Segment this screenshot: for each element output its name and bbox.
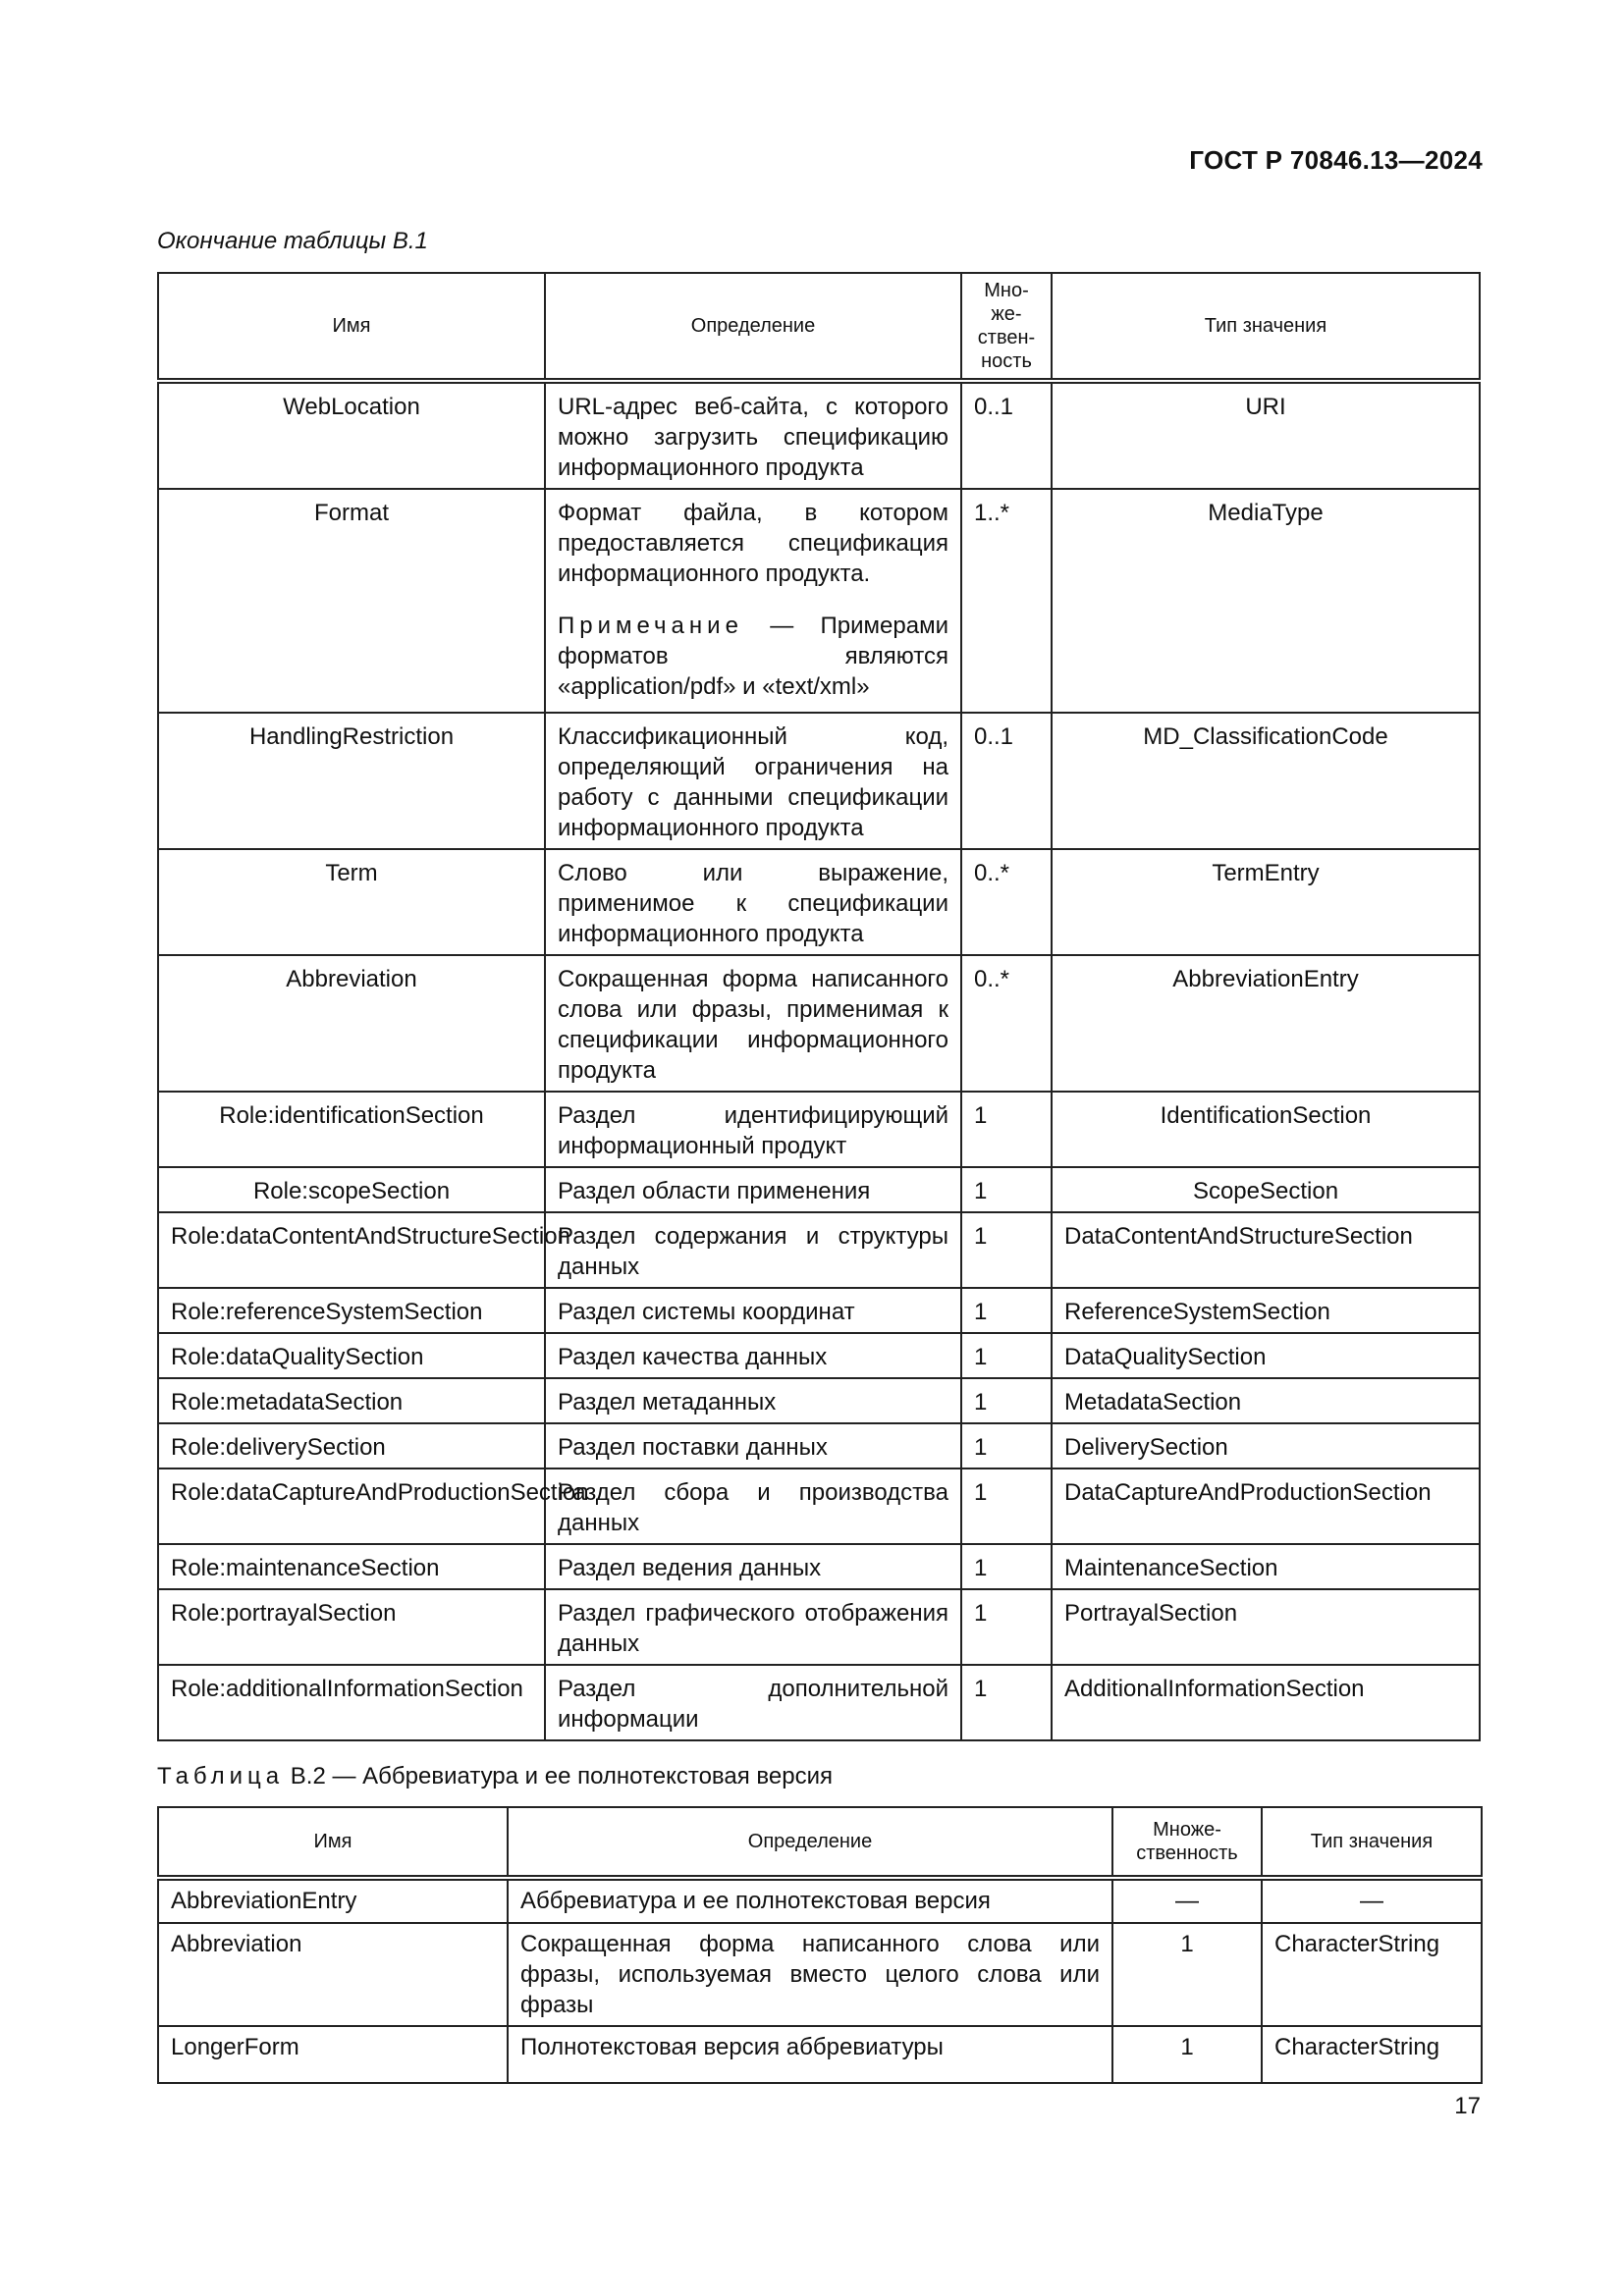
cell-multiplicity: 1: [961, 1378, 1052, 1423]
cell-multiplicity: 1: [961, 1665, 1052, 1740]
cell-name: Role:dataCaptureAndProductionSection: [158, 1468, 545, 1544]
cell-definition: Аббревиатура и ее полнотекстовая версия: [508, 1878, 1112, 1923]
cell-type: MetadataSection: [1052, 1378, 1480, 1423]
table2-header-name: Имя: [158, 1807, 508, 1878]
cell-name: Role:maintenanceSection: [158, 1544, 545, 1589]
cell-name: Role:metadataSection: [158, 1378, 545, 1423]
cell-definition: Полнотекстовая версия аббревиатуры: [508, 2026, 1112, 2083]
table1-header-multiplicity: [961, 273, 1052, 381]
note-text: — Примерами форматов являются «application/pdf» и «text/xml»: [558, 613, 948, 700]
cell-definition: Раздел содержания и структуры данных: [545, 1212, 961, 1288]
table-row: [158, 1923, 1482, 2026]
table1-header-definition: Определение: [545, 273, 961, 381]
cell-type: MD_ClassificationCode: [1052, 713, 1480, 849]
cell-multiplicity: 1: [961, 1288, 1052, 1333]
cell-type: DataContentAndStructureSection: [1052, 1212, 1480, 1288]
table2-header-multiplicity: [1112, 1807, 1262, 1878]
table2-caption-title: В.2 — Аббревиатура и ее полнотекстовая версия: [290, 1763, 833, 1789]
cell-definition: Раздел системы координат: [545, 1288, 961, 1333]
header-mult-line: Множе-: [1153, 1819, 1221, 1841]
cell-multiplicity: 1: [961, 1468, 1052, 1544]
cell-name: Abbreviation: [158, 1923, 508, 2026]
cell-definition: [545, 489, 961, 713]
cell-name: HandlingRestriction: [158, 713, 545, 849]
table-row: [158, 1092, 1480, 1167]
cell-name: Role:deliverySection: [158, 1423, 545, 1468]
cell-name: Role:scopeSection: [158, 1167, 545, 1212]
cell-type: DataQualitySection: [1052, 1333, 1480, 1378]
cell-type: AdditionalInformationSection: [1052, 1665, 1480, 1740]
cell-name: AbbreviationEntry: [158, 1878, 508, 1923]
cell-name: Role:dataQualitySection: [158, 1333, 545, 1378]
cell-multiplicity: 1: [1112, 1923, 1262, 2026]
cell-definition: Раздел графического отображения данных: [545, 1589, 961, 1665]
cell-definition: Раздел ведения данных: [545, 1544, 961, 1589]
cell-type: ScopeSection: [1052, 1167, 1480, 1212]
cell-name: Format: [158, 489, 545, 713]
cell-definition: Сокращенная форма написанного слова или фразы, используемая вместо целого слова или фразы: [508, 1923, 1112, 2026]
table-row: [158, 1288, 1480, 1333]
table-row: [158, 1589, 1480, 1665]
table2-header-definition: Определение: [508, 1807, 1112, 1878]
table-row: [158, 1878, 1482, 1923]
cell-name: WebLocation: [158, 381, 545, 489]
cell-type: TermEntry: [1052, 849, 1480, 955]
table1-caption: Окончание таблицы В.1: [157, 228, 428, 254]
page-number: 17: [1454, 2093, 1481, 2119]
cell-multiplicity: 0..*: [961, 849, 1052, 955]
cell-definition: URL-адрес веб-сайта, с которого можно загрузить спецификацию информационного продукта: [545, 381, 961, 489]
cell-name: Role:portrayalSection: [158, 1589, 545, 1665]
table1-header-type: Тип значения: [1052, 273, 1480, 381]
cell-name: Role:identificationSection: [158, 1092, 545, 1167]
cell-multiplicity: 1: [961, 1544, 1052, 1589]
cell-name: Term: [158, 849, 545, 955]
cell-definition: Слово или выражение, применимое к спецификации информационного продукта: [545, 849, 961, 955]
cell-definition: Раздел области применения: [545, 1167, 961, 1212]
table-row: [158, 1468, 1480, 1544]
cell-multiplicity: 1: [961, 1167, 1052, 1212]
table-row: [158, 1333, 1480, 1378]
cell-type: MaintenanceSection: [1052, 1544, 1480, 1589]
header-mult-line: Мно-: [984, 280, 1029, 301]
header-mult-line: ствен-: [977, 327, 1036, 348]
table-row: [158, 489, 1480, 713]
cell-name: Role:additionalInformationSection: [158, 1665, 545, 1740]
table-row: [158, 955, 1480, 1092]
table2-caption-label: Таблица: [157, 1763, 285, 1789]
cell-multiplicity: 1: [961, 1092, 1052, 1167]
cell-type: DeliverySection: [1052, 1423, 1480, 1468]
definition-text: Формат файла, в котором предоставляется спецификация информационного продукта.: [558, 500, 948, 587]
table-row: [158, 1544, 1480, 1589]
table-row: [158, 713, 1480, 849]
table-row: [158, 381, 1480, 489]
cell-multiplicity: 1: [961, 1589, 1052, 1665]
header-mult-line: ность: [981, 350, 1032, 372]
table2-header-type: Тип значения: [1262, 1807, 1482, 1878]
table-row: [158, 2026, 1482, 2083]
cell-type: PortrayalSection: [1052, 1589, 1480, 1665]
cell-type: CharacterString: [1262, 2026, 1482, 2083]
table1-header-row: [158, 273, 1480, 381]
cell-type: IdentificationSection: [1052, 1092, 1480, 1167]
cell-multiplicity: 1..*: [961, 489, 1052, 713]
table2-header-row: [158, 1807, 1482, 1878]
cell-definition: Раздел метаданных: [545, 1378, 961, 1423]
cell-type: —: [1262, 1878, 1482, 1923]
cell-multiplicity: 1: [1112, 2026, 1262, 2083]
cell-name: Role:dataContentAndStructureSection: [158, 1212, 545, 1288]
document-code: ГОСТ Р 70846.13—2024: [1189, 145, 1483, 175]
cell-type: AbbreviationEntry: [1052, 955, 1480, 1092]
cell-definition: Раздел поставки данных: [545, 1423, 961, 1468]
table-row: [158, 849, 1480, 955]
cell-name: Role:referenceSystemSection: [158, 1288, 545, 1333]
cell-name: LongerForm: [158, 2026, 508, 2083]
cell-multiplicity: 0..*: [961, 955, 1052, 1092]
cell-type: URI: [1052, 381, 1480, 489]
table2-caption: [157, 1763, 833, 1790]
cell-multiplicity: 0..1: [961, 713, 1052, 849]
table-b2: [157, 1806, 1483, 2084]
cell-multiplicity: —: [1112, 1878, 1262, 1923]
cell-definition: Сокращенная форма написанного слова или фразы, применимая к спецификации информационного продукта: [545, 955, 961, 1092]
header-mult-line: ственность: [1136, 1842, 1238, 1864]
cell-type: ReferenceSystemSection: [1052, 1288, 1480, 1333]
cell-definition: Классификационный код, определяющий ограничения на работу с данными спецификации информационного продукта: [545, 713, 961, 849]
table-row: [158, 1378, 1480, 1423]
cell-definition: Раздел сбора и производства данных: [545, 1468, 961, 1544]
cell-type: MediaType: [1052, 489, 1480, 713]
header-mult-line: же-: [991, 303, 1022, 325]
cell-name: Abbreviation: [158, 955, 545, 1092]
table-row: [158, 1167, 1480, 1212]
table-row: [158, 1423, 1480, 1468]
table-row: [158, 1212, 1480, 1288]
cell-multiplicity: 1: [961, 1333, 1052, 1378]
cell-definition: Раздел качества данных: [545, 1333, 961, 1378]
cell-type: DataCaptureAndProductionSection: [1052, 1468, 1480, 1544]
note-label: Примечание: [558, 613, 743, 639]
cell-definition: Раздел дополнительной информации: [545, 1665, 961, 1740]
cell-definition: Раздел идентифицирующий информационный продукт: [545, 1092, 961, 1167]
table-b1: [157, 272, 1481, 1741]
cell-multiplicity: 1: [961, 1212, 1052, 1288]
cell-multiplicity: 1: [961, 1423, 1052, 1468]
table1-header-name: Имя: [158, 273, 545, 381]
cell-multiplicity: 0..1: [961, 381, 1052, 489]
cell-type: CharacterString: [1262, 1923, 1482, 2026]
table-row: [158, 1665, 1480, 1740]
